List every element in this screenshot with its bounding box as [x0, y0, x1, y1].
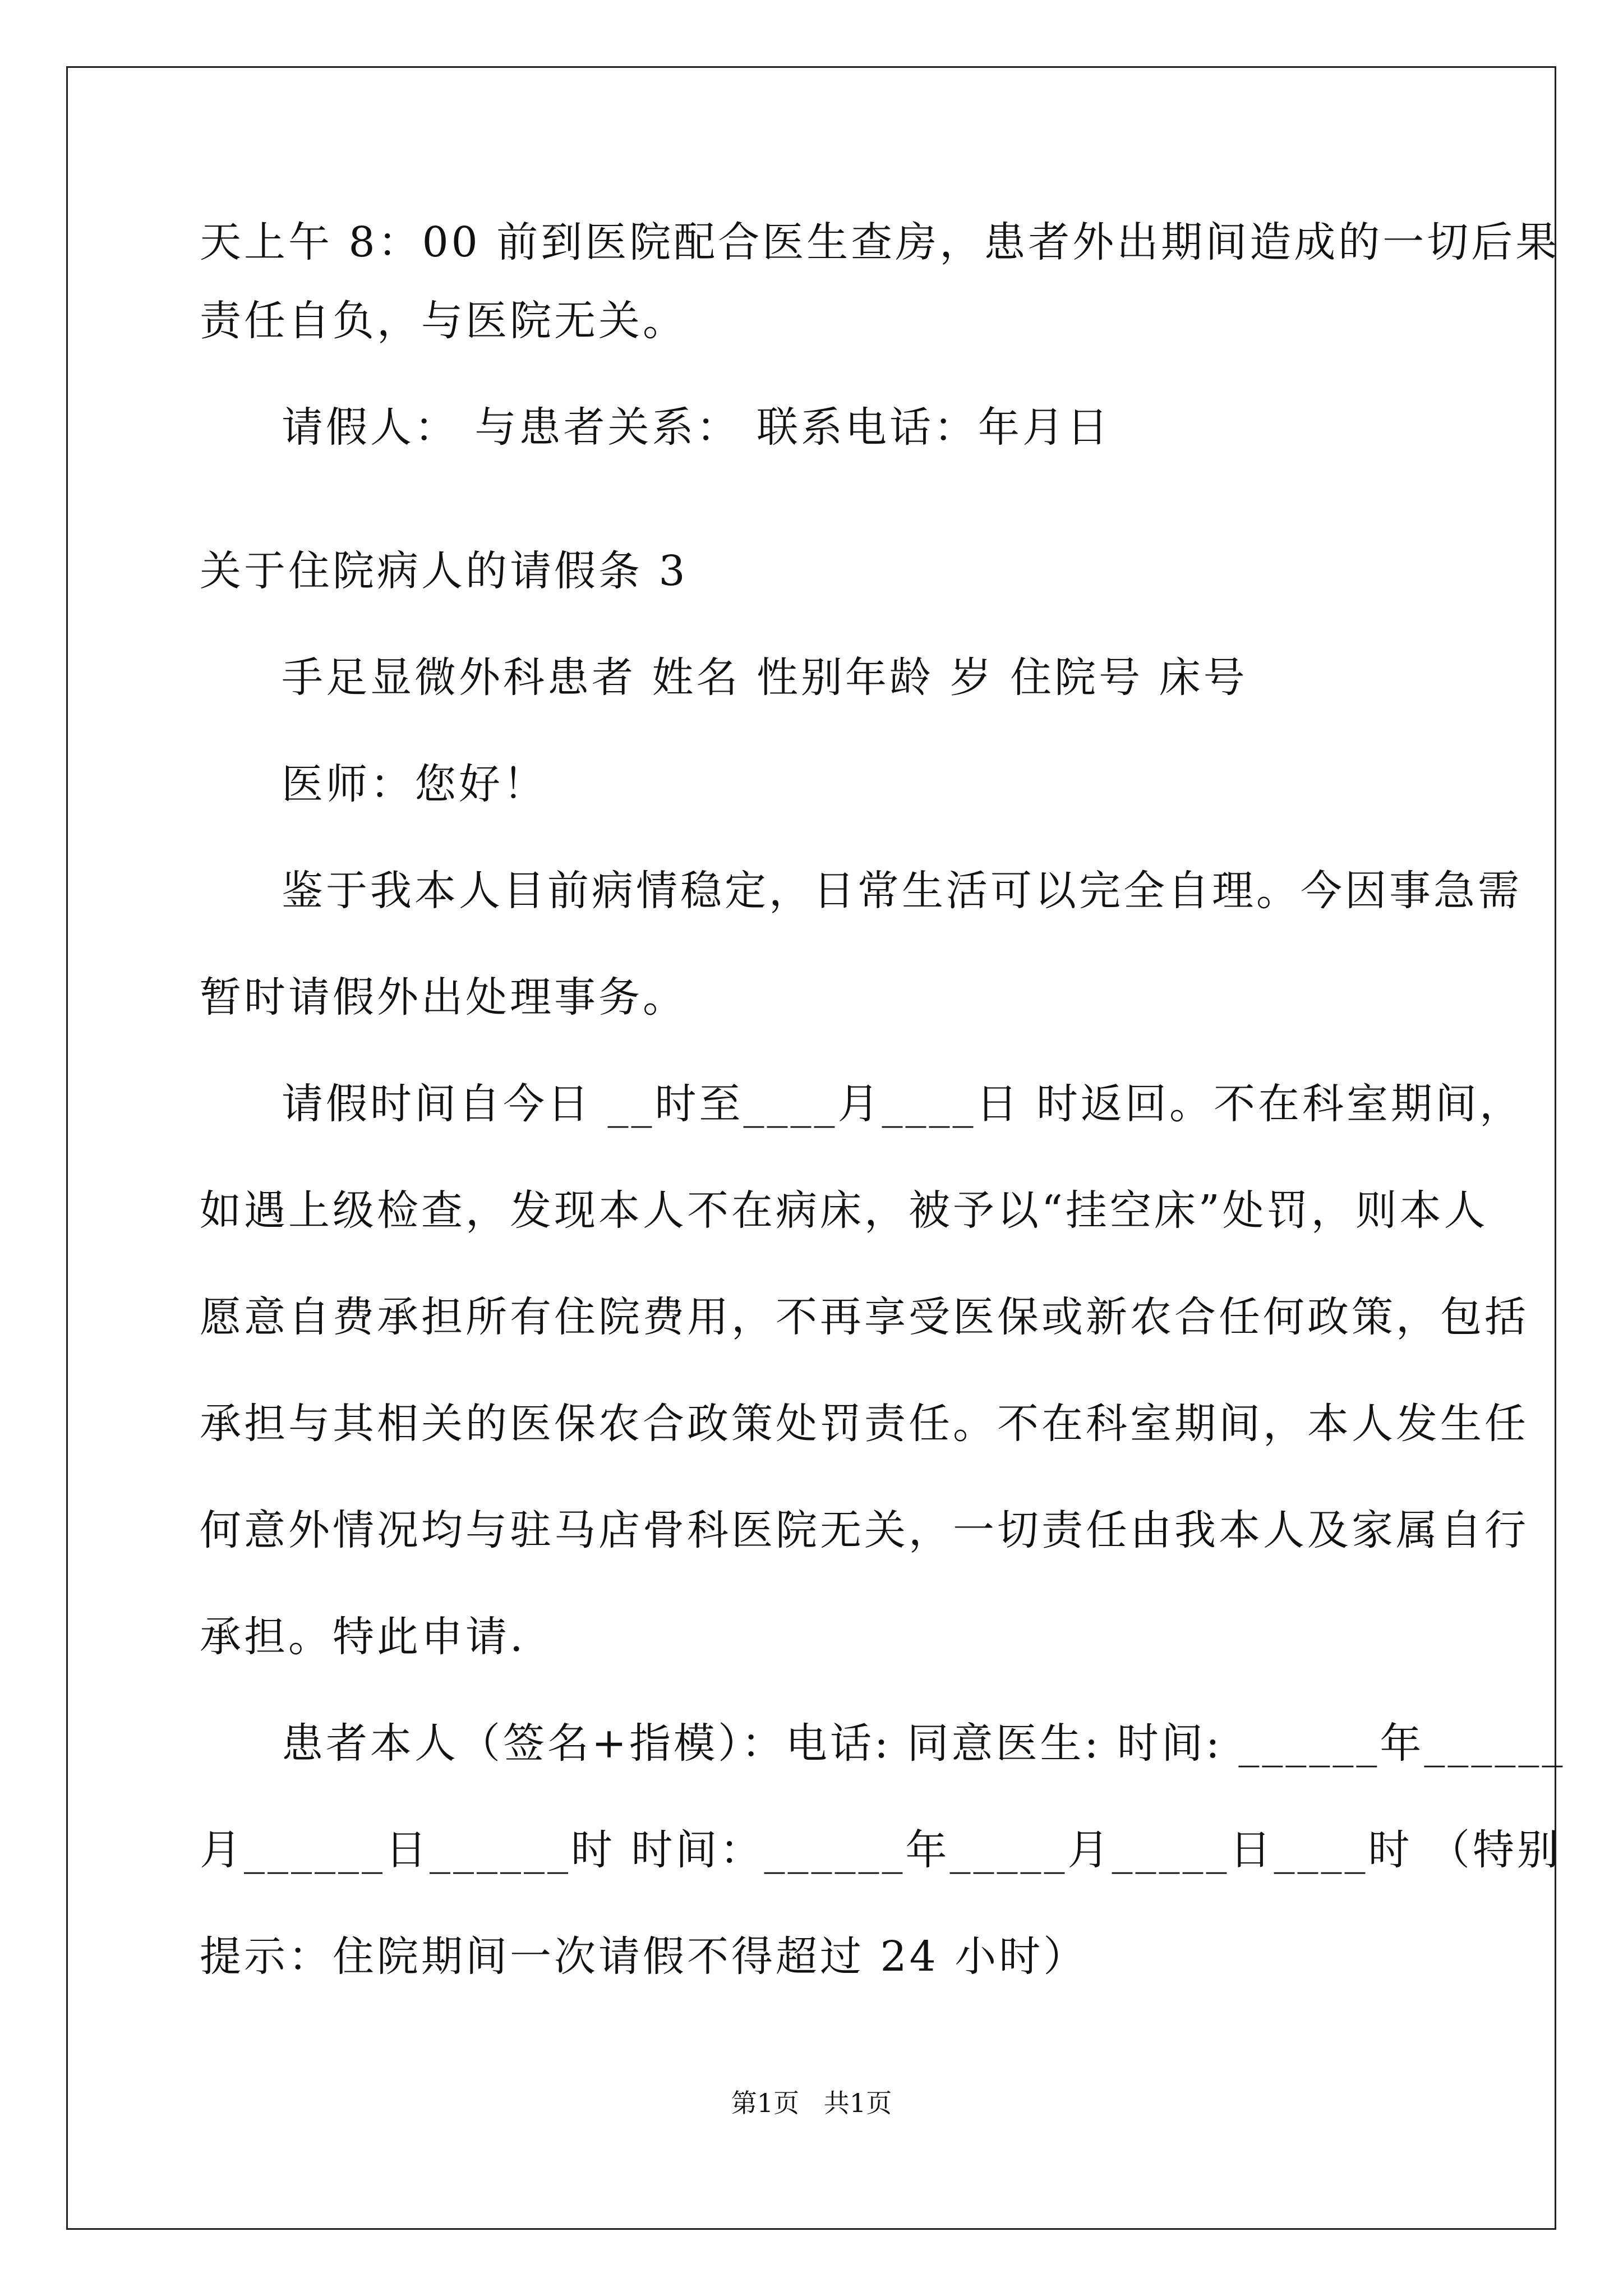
paragraph-line: 鉴于我本人目前病情稳定，日常生活可以完全自理。今因事急需	[282, 867, 1522, 915]
patient-info-line: 手足显微外科患者 姓名 性别年龄 岁 住院号 床号	[282, 654, 1248, 702]
section-title: 关于住院病人的请假条 3	[200, 547, 688, 595]
signature-line: 请假人： 与患者关系： 联系电话：年月日	[282, 403, 1112, 452]
signature-line: 月______日______时 时间：______年_____月_____日____时 （特别	[200, 1826, 1562, 1874]
page-border	[66, 66, 1556, 2230]
salutation: 医师：您好！	[282, 760, 547, 808]
paragraph-line: 责任自负，与医院无关。	[200, 297, 687, 345]
paragraph-line: 承担与其相关的医保农合政策处罚责任。不在科室期间，本人发生任	[200, 1400, 1529, 1448]
paragraph-line: 何意外情况均与驻马店骨科医院无关，一切责任由我本人及家属自行	[200, 1506, 1529, 1554]
paragraph-line: 愿意自费承担所有住院费用，不再享受医保或新农合任何政策，包括	[200, 1293, 1529, 1341]
paragraph-line: 如遇上级检查，发现本人不在病床，被予以“挂空床”处罚，则本人	[200, 1186, 1488, 1235]
paragraph-line: 承担。特此申请.	[200, 1613, 526, 1661]
note-line: 提示：住院期间一次请假不得超过 24 小时）	[200, 1932, 1088, 1981]
paragraph-line: 天上午 8：00 前到医院配合医生查房，患者外出期间造成的一切后果	[200, 218, 1560, 266]
signature-line: 患者本人（签名+指模）：电话: 同意医生: 时间: ______年______	[282, 1719, 1566, 1768]
paragraph-line: 暂时请假外出处理事务。	[200, 973, 687, 1022]
page-footer: 第1页 共1页	[731, 2088, 892, 2118]
paragraph-line: 请假时间自今日 __时至____月____日 时返回。不在科室期间，	[282, 1080, 1524, 1128]
